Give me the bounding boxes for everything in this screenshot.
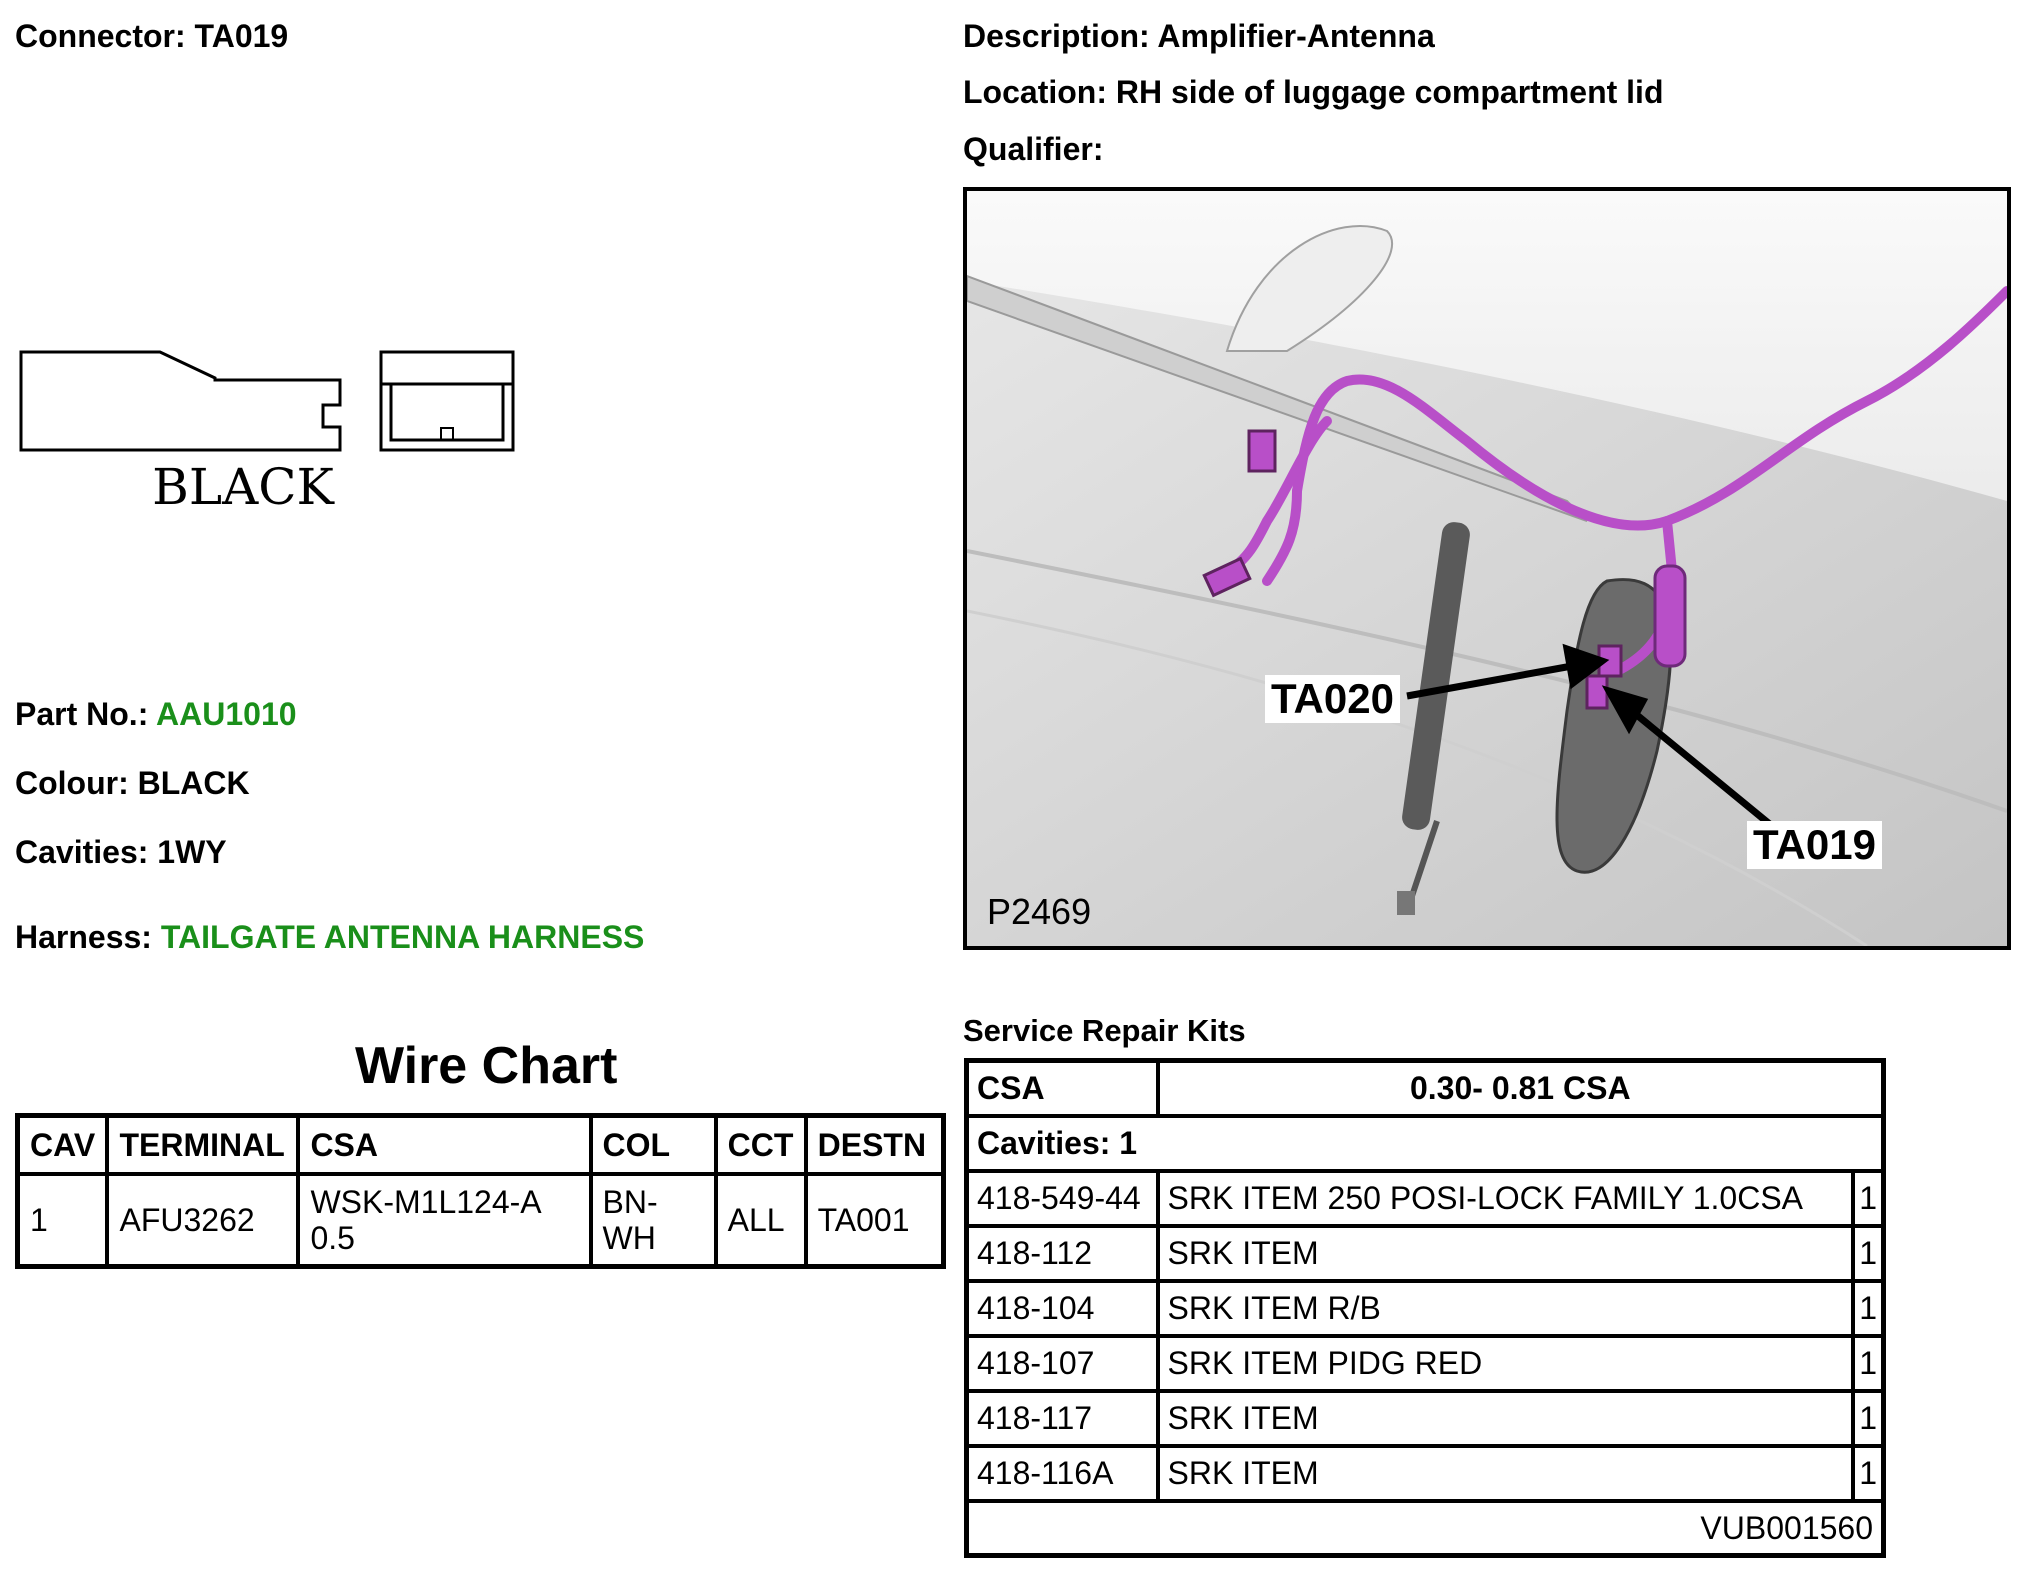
callout-ta019: TA019	[1747, 821, 1882, 869]
description-label: Description:	[963, 18, 1150, 54]
header-cav: CAV	[18, 1116, 108, 1175]
list-item	[967, 1336, 1884, 1391]
part-no-label: Part No.:	[15, 696, 149, 732]
srk-part: 418-116A	[967, 1446, 1158, 1501]
srk-qty: 1	[1853, 1226, 1883, 1281]
srk-table	[964, 1058, 1886, 1558]
colour-line	[15, 765, 250, 802]
wire-chart-title: Wire Chart	[355, 1037, 618, 1095]
harness-line	[15, 919, 644, 956]
list-item	[967, 1281, 1884, 1336]
cell-cav: 1	[18, 1174, 108, 1267]
srk-qty: 1	[1853, 1446, 1883, 1501]
srk-reference-row	[967, 1501, 1884, 1556]
srk-cavities-label: Cavities: 1	[967, 1116, 1884, 1171]
connector-drawing	[15, 340, 525, 520]
callout-ta020: TA020	[1265, 675, 1400, 723]
srk-qty: 1	[1853, 1391, 1883, 1446]
colour-value: BLACK	[137, 765, 250, 801]
qualifier-label: Qualifier:	[963, 131, 1104, 167]
ta019-plug	[1587, 676, 1607, 708]
srk-desc: SRK ITEM	[1158, 1446, 1854, 1501]
list-item	[967, 1226, 1884, 1281]
list-item	[967, 1391, 1884, 1446]
cell-csa-line1: WSK-M1L124-A	[310, 1184, 542, 1220]
srk-desc: SRK ITEM	[1158, 1391, 1854, 1446]
cell-terminal: AFU3262	[107, 1174, 298, 1267]
connector-line	[15, 18, 288, 55]
srk-cavities-row	[967, 1116, 1884, 1171]
srk-desc: SRK ITEM PIDG RED	[1158, 1336, 1854, 1391]
connector-face-outline	[381, 352, 513, 450]
srk-part: 418-107	[967, 1336, 1158, 1391]
connector-side-outline	[21, 352, 340, 450]
cavities-value: 1WY	[157, 834, 227, 870]
connector-value: TA019	[194, 18, 289, 54]
cell-col	[591, 1174, 716, 1267]
description-line	[963, 18, 1435, 55]
srk-reference: VUB001560	[967, 1501, 1884, 1556]
header-cct: CCT	[716, 1116, 806, 1175]
photo-code: P2469	[987, 891, 1092, 932]
harness-label: Harness:	[15, 919, 152, 955]
wire-chart-header-row	[18, 1116, 944, 1175]
wire-chart-table	[15, 1113, 946, 1269]
list-item	[967, 1446, 1884, 1501]
srk-desc: SRK ITEM 250 POSI-LOCK FAMILY 1.0CSA	[1158, 1171, 1854, 1226]
colour-label: Colour:	[15, 765, 129, 801]
header-terminal: TERMINAL	[107, 1116, 298, 1175]
cell-col-line1: BN-	[602, 1184, 658, 1220]
srk-part: 418-104	[967, 1281, 1158, 1336]
connector-plug-left	[1249, 431, 1275, 471]
cell-csa	[298, 1174, 590, 1267]
header-destn: DESTN	[806, 1116, 944, 1175]
cavities-line	[15, 834, 227, 871]
connector-colour-text: BLACK	[152, 458, 334, 516]
qualifier-line	[963, 131, 1103, 168]
srk-csa-value: 0.30- 0.81 CSA	[1158, 1061, 1884, 1117]
cell-col-line2: WH	[602, 1220, 656, 1256]
cell-csa-line2: 0.5	[310, 1220, 355, 1256]
inline-filter	[1655, 566, 1685, 666]
cavity-1	[441, 428, 453, 440]
cavities-label: Cavities:	[15, 834, 149, 870]
harness-link[interactable]: TAILGATE ANTENNA HARNESS	[160, 919, 645, 955]
connector-label: Connector:	[15, 18, 186, 54]
location-label: Location:	[963, 74, 1107, 110]
location-photo	[963, 187, 2011, 950]
connector-face-inner	[391, 384, 503, 440]
srk-qty: 1	[1853, 1336, 1883, 1391]
srk-part: 418-117	[967, 1391, 1158, 1446]
location-line	[963, 74, 1663, 111]
part-no-link[interactable]: AAU1010	[156, 696, 297, 732]
srk-desc: SRK ITEM R/B	[1158, 1281, 1854, 1336]
srk-title: Service Repair Kits	[963, 1013, 1246, 1048]
list-item	[967, 1171, 1884, 1226]
srk-desc: SRK ITEM	[1158, 1226, 1854, 1281]
srk-part: 418-549-44	[967, 1171, 1158, 1226]
table-row	[18, 1174, 944, 1267]
part-no-line	[15, 696, 297, 733]
location-value: RH side of luggage compartment lid	[1115, 74, 1664, 110]
srk-csa-label: CSA	[967, 1061, 1158, 1117]
srk-qty: 1	[1853, 1281, 1883, 1336]
srk-csa-row	[967, 1061, 1884, 1117]
srk-qty: 1	[1853, 1171, 1883, 1226]
description-value: Amplifier-Antenna	[1157, 18, 1435, 54]
header-col: COL	[591, 1116, 716, 1175]
srk-part: 418-112	[967, 1226, 1158, 1281]
cell-cct: ALL	[716, 1174, 806, 1267]
cell-destn: TA001	[806, 1174, 944, 1267]
header-csa: CSA	[298, 1116, 590, 1175]
